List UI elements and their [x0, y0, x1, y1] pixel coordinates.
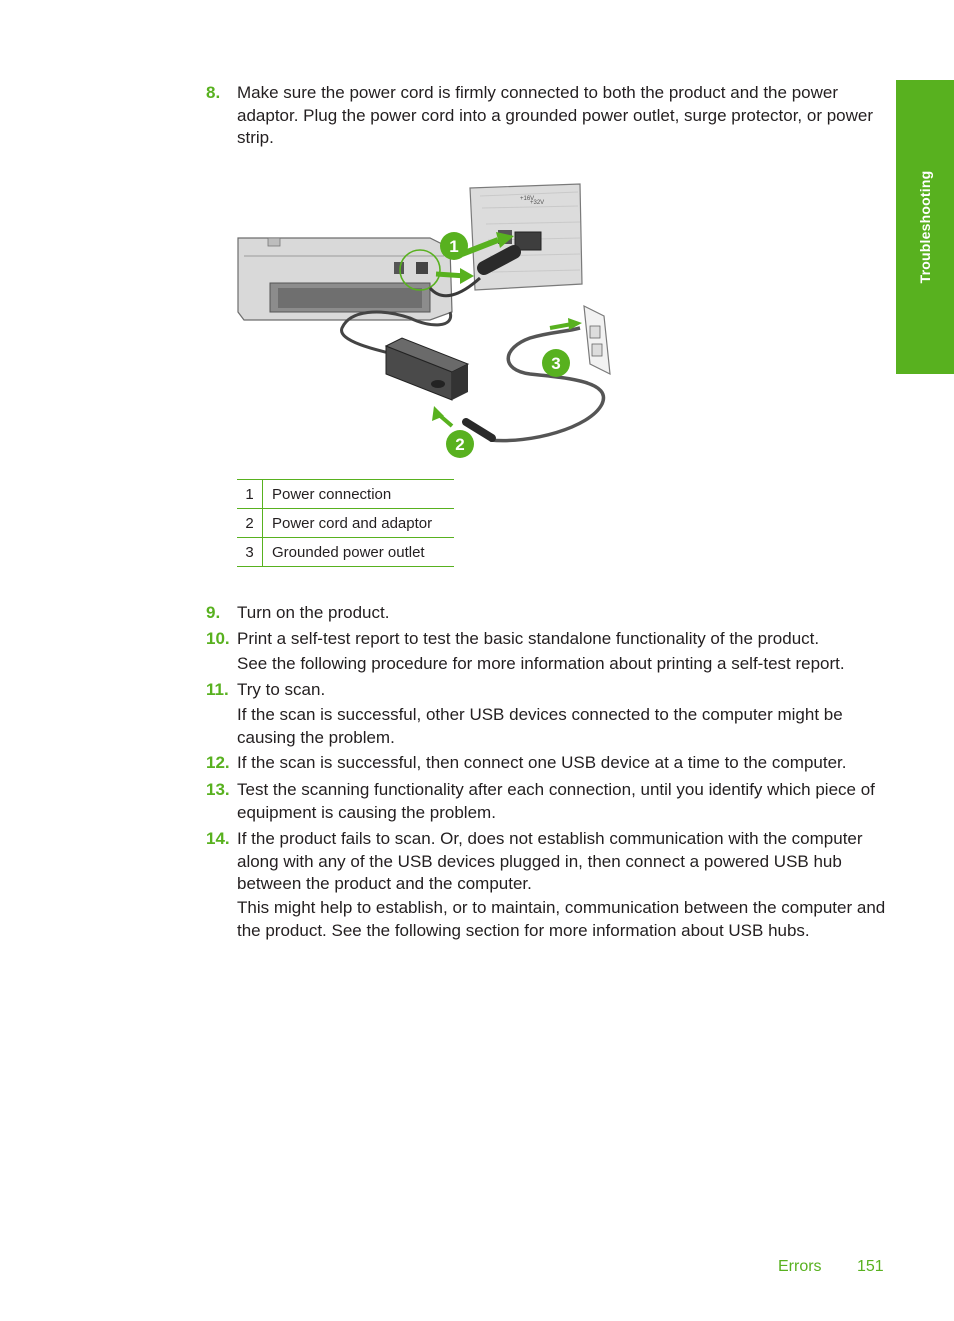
- printer-rear: [238, 238, 452, 320]
- step-number: 9.: [206, 603, 221, 622]
- step-10-note: See the following procedure for more information about printing a self-test report.: [237, 654, 845, 673]
- step-number: 12.: [206, 753, 230, 772]
- legend-label: Power connection: [263, 480, 455, 509]
- section-side-tab: [896, 80, 954, 374]
- step-10: [206, 628, 886, 651]
- footer-section: Errors: [778, 1258, 822, 1275]
- step-text: Make sure the power cord is firmly connected to both the product and the power adaptor. Plug the power cord into a grounded power outlet, surge protector, or power strip.: [237, 83, 874, 147]
- callout-2-label: 2: [455, 435, 465, 454]
- figure-legend-table: [237, 479, 454, 567]
- step-13: [206, 779, 886, 824]
- legend-number: 3: [237, 538, 263, 567]
- callout-1-label: 1: [449, 237, 459, 256]
- legend-number: 2: [237, 509, 263, 538]
- step-text: If the scan is successful, then connect one USB device at a time to the computer.: [237, 753, 847, 772]
- port-label-16v: +16V: [520, 196, 535, 202]
- step-text: Turn on the product.: [237, 603, 390, 622]
- legend-label: Grounded power outlet: [263, 538, 455, 567]
- step-11-note: If the scan is successful, other USB devices connected to the computer might be causing the problem.: [237, 705, 843, 747]
- power-connection-illustration: [230, 178, 620, 468]
- callout-2: [446, 430, 474, 458]
- callout-3: [542, 349, 570, 377]
- page-number: 151: [857, 1258, 884, 1275]
- step-14-note: This might help to establish, or to maintain, communication between the computer and the product. See the following section for more information about USB hubs.: [237, 898, 886, 940]
- step-number: 10.: [206, 629, 230, 648]
- step-number: 14.: [206, 829, 230, 848]
- step-text: Test the scanning functionality after each connection, until you identify which piece of equipment is causing the problem.: [237, 780, 875, 822]
- step-text: Try to scan.: [237, 680, 326, 699]
- step-11: [206, 679, 886, 702]
- step-text: If the product fails to scan. Or, does not establish communication with the computer along with any of the USB devices plugged in, then connect a powered USB hub between the product and the computer.: [237, 829, 863, 893]
- power-adaptor: [386, 338, 468, 400]
- step-9: [206, 602, 886, 625]
- legend-number: 1: [237, 480, 263, 509]
- table-row: [237, 538, 454, 567]
- step-number: 13.: [206, 780, 230, 799]
- step-14: [206, 828, 886, 896]
- side-tab-label: Troubleshooting: [917, 170, 933, 284]
- wall-outlet: [584, 306, 610, 374]
- table-row: [237, 509, 454, 538]
- step-number: 8.: [206, 83, 221, 102]
- step-12: [206, 752, 886, 775]
- step-8: [206, 82, 886, 150]
- callout-1: [440, 232, 468, 260]
- legend-label: Power cord and adaptor: [263, 509, 455, 538]
- callout-3-label: 3: [551, 354, 561, 373]
- table-row: [237, 480, 454, 509]
- port-label-32v: +32V: [530, 200, 545, 206]
- step-number: 11.: [206, 680, 229, 699]
- step-text: Print a self-test report to test the basic standalone functionality of the product.: [237, 629, 820, 648]
